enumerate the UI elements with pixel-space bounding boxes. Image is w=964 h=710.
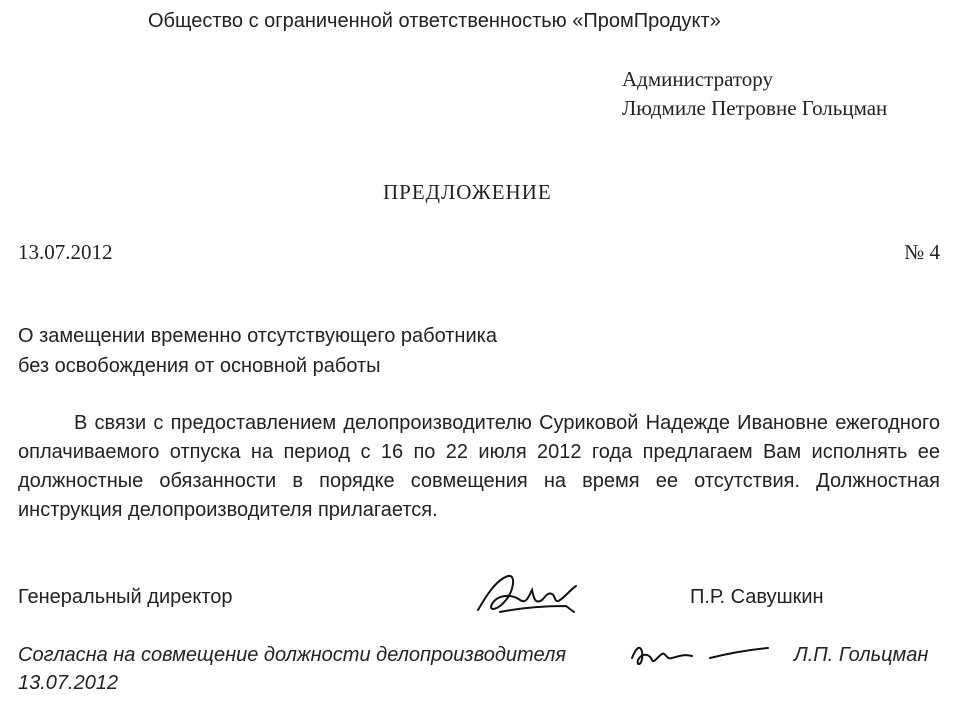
document-title: ПРЕДЛОЖЕНИЕ — [383, 180, 552, 204]
organization-name: Общество с ограниченной ответственностью «ПромПродукт» — [148, 10, 721, 32]
signer-position: Генеральный директор — [18, 586, 233, 608]
subject-line-1: О замещении временно отсутствующего работника — [18, 325, 497, 347]
employee-signature — [626, 638, 776, 674]
document-number: № 4 — [904, 240, 940, 264]
addressee-title: Администратору — [622, 67, 774, 91]
body-paragraph: В связи с предоставлением делопроизводителю Суриковой Надежде Ивановне ежегодного оплачиваемого отпуска на период с 16 по 22 июля 2012 года предлагаем Вам исполнять ее должностные обязанности в порядке совмещения на время ее отсутствия. Должностная инструкция делопроизводителя прилагается. — [18, 412, 940, 521]
signer-name: П.Р. Савушкин — [690, 586, 824, 608]
consent-name: Л.П. Гольцман — [794, 644, 929, 666]
consent-date: 13.07.2012 — [18, 672, 119, 694]
consent-text: Согласна на совмещение должности делопроизводителя — [18, 644, 567, 666]
document-date: 13.07.2012 — [18, 240, 113, 264]
addressee-name: Людмиле Петровне Гольцман — [622, 96, 888, 120]
subject-line-2: без освобождения от основной работы — [18, 355, 381, 377]
director-signature — [470, 566, 588, 626]
